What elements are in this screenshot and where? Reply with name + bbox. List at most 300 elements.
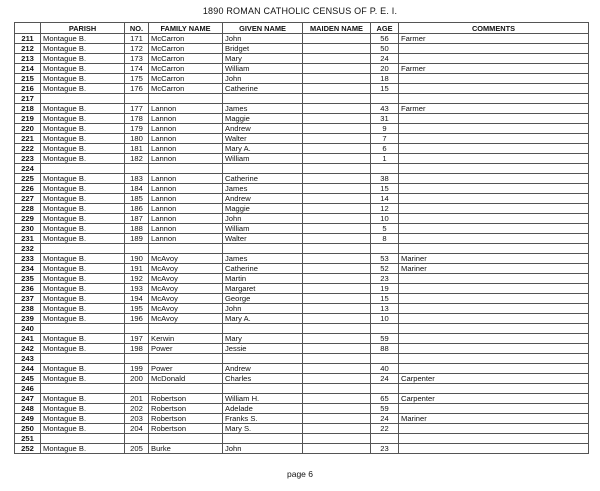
- line-number: 234: [15, 264, 41, 274]
- maiden-name-cell: [303, 294, 371, 304]
- table-row: [15, 154, 589, 164]
- given-name-cell: Maggie: [223, 114, 303, 124]
- comments-cell: [399, 44, 589, 54]
- number-cell: [125, 94, 149, 104]
- parish-cell: Montague B.: [41, 174, 125, 184]
- comments-cell: [399, 284, 589, 294]
- age-cell: 8: [371, 234, 399, 244]
- family-name-cell: Lannon: [149, 124, 223, 134]
- parish-cell: [41, 164, 125, 174]
- parish-cell: Montague B.: [41, 374, 125, 384]
- family-name-cell: Robertson: [149, 424, 223, 434]
- parish-cell: Montague B.: [41, 74, 125, 84]
- maiden-name-cell: [303, 214, 371, 224]
- parish-cell: [41, 324, 125, 334]
- age-cell: 38: [371, 174, 399, 184]
- table-row: [15, 414, 589, 424]
- family-name-cell: Lannon: [149, 154, 223, 164]
- number-cell: 199: [125, 364, 149, 374]
- line-number: 237: [15, 294, 41, 304]
- given-name-cell: Jessie: [223, 344, 303, 354]
- line-number: 230: [15, 224, 41, 234]
- table-row: [15, 124, 589, 134]
- line-number: 236: [15, 284, 41, 294]
- comments-cell: [399, 234, 589, 244]
- column-header-parish: PARISH: [41, 23, 125, 34]
- comments-cell: [399, 74, 589, 84]
- line-number: 211: [15, 34, 41, 44]
- comments-cell: Mariner: [399, 254, 589, 264]
- maiden-name-cell: [303, 314, 371, 324]
- line-number: 221: [15, 134, 41, 144]
- family-name-cell: Lannon: [149, 134, 223, 144]
- number-cell: 201: [125, 394, 149, 404]
- line-number: 245: [15, 374, 41, 384]
- family-name-cell: Lannon: [149, 174, 223, 184]
- number-cell: 177: [125, 104, 149, 114]
- column-header-age: AGE: [371, 23, 399, 34]
- given-name-cell: Walter: [223, 134, 303, 144]
- age-cell: 7: [371, 134, 399, 144]
- table-row: [15, 194, 589, 204]
- given-name-cell: Mary: [223, 334, 303, 344]
- comments-cell: [399, 384, 589, 394]
- maiden-name-cell: [303, 304, 371, 314]
- table-row: [15, 114, 589, 124]
- age-cell: 24: [371, 54, 399, 64]
- age-cell: 10: [371, 214, 399, 224]
- age-cell: 15: [371, 294, 399, 304]
- comments-cell: Farmer: [399, 104, 589, 114]
- age-cell: 15: [371, 84, 399, 94]
- line-number: 220: [15, 124, 41, 134]
- parish-cell: [41, 244, 125, 254]
- given-name-cell: Catherine: [223, 84, 303, 94]
- given-name-cell: James: [223, 104, 303, 114]
- age-cell: 12: [371, 204, 399, 214]
- line-number: 212: [15, 44, 41, 54]
- given-name-cell: Andrew: [223, 194, 303, 204]
- number-cell: 184: [125, 184, 149, 194]
- number-cell: 188: [125, 224, 149, 234]
- comments-cell: Farmer: [399, 34, 589, 44]
- table-row: [15, 364, 589, 374]
- comments-cell: [399, 214, 589, 224]
- comments-cell: [399, 424, 589, 434]
- parish-cell: Montague B.: [41, 104, 125, 114]
- table-row: [15, 44, 589, 54]
- family-name-cell: [149, 244, 223, 254]
- number-cell: 173: [125, 54, 149, 64]
- table-row: [15, 74, 589, 84]
- comments-cell: [399, 184, 589, 194]
- table-row: [15, 84, 589, 94]
- number-cell: 200: [125, 374, 149, 384]
- parish-cell: Montague B.: [41, 144, 125, 154]
- line-number: 225: [15, 174, 41, 184]
- age-cell: 20: [371, 64, 399, 74]
- comments-cell: Carpenter: [399, 394, 589, 404]
- maiden-name-cell: [303, 54, 371, 64]
- table-row: [15, 144, 589, 154]
- age-cell: 9: [371, 124, 399, 134]
- table-row: [15, 224, 589, 234]
- age-cell: 43: [371, 104, 399, 114]
- line-number: 247: [15, 394, 41, 404]
- census-body: [15, 34, 589, 454]
- comments-cell: [399, 324, 589, 334]
- age-cell: 31: [371, 114, 399, 124]
- maiden-name-cell: [303, 234, 371, 244]
- census-table: [14, 22, 589, 454]
- number-cell: 185: [125, 194, 149, 204]
- maiden-name-cell: [303, 74, 371, 84]
- comments-cell: [399, 354, 589, 364]
- parish-cell: Montague B.: [41, 364, 125, 374]
- family-name-cell: [149, 354, 223, 364]
- maiden-name-cell: [303, 94, 371, 104]
- table-row: [15, 214, 589, 224]
- age-cell: 1: [371, 154, 399, 164]
- given-name-cell: Adelade: [223, 404, 303, 414]
- number-cell: 191: [125, 264, 149, 274]
- parish-cell: Montague B.: [41, 34, 125, 44]
- given-name-cell: James: [223, 184, 303, 194]
- number-cell: 194: [125, 294, 149, 304]
- given-name-cell: Andrew: [223, 124, 303, 134]
- given-name-cell: Maggie: [223, 204, 303, 214]
- number-cell: 195: [125, 304, 149, 314]
- line-number: 216: [15, 84, 41, 94]
- parish-cell: Montague B.: [41, 394, 125, 404]
- family-name-cell: McCarron: [149, 64, 223, 74]
- line-number: 246: [15, 384, 41, 394]
- page-title: 1890 ROMAN CATHOLIC CENSUS OF P. E. I.: [202, 6, 398, 16]
- given-name-cell: James: [223, 254, 303, 264]
- maiden-name-cell: [303, 354, 371, 364]
- comments-cell: [399, 314, 589, 324]
- parish-cell: Montague B.: [41, 154, 125, 164]
- family-name-cell: Lannon: [149, 144, 223, 154]
- parish-cell: Montague B.: [41, 274, 125, 284]
- age-cell: 18: [371, 74, 399, 84]
- maiden-name-cell: [303, 114, 371, 124]
- given-name-cell: Martin: [223, 274, 303, 284]
- line-number: 242: [15, 344, 41, 354]
- table-row: [15, 344, 589, 354]
- comments-cell: [399, 404, 589, 414]
- parish-cell: Montague B.: [41, 414, 125, 424]
- age-cell: 56: [371, 34, 399, 44]
- age-cell: [371, 354, 399, 364]
- maiden-name-cell: [303, 264, 371, 274]
- table-row: [15, 104, 589, 114]
- age-cell: [371, 384, 399, 394]
- number-cell: [125, 434, 149, 444]
- parish-cell: Montague B.: [41, 54, 125, 64]
- parish-cell: Montague B.: [41, 184, 125, 194]
- line-number: 238: [15, 304, 41, 314]
- given-name-cell: [223, 94, 303, 104]
- family-name-cell: McAvoy: [149, 274, 223, 284]
- maiden-name-cell: [303, 334, 371, 344]
- table-row: [15, 164, 589, 174]
- family-name-cell: Lannon: [149, 114, 223, 124]
- comments-cell: [399, 144, 589, 154]
- comments-cell: [399, 304, 589, 314]
- parish-cell: Montague B.: [41, 234, 125, 244]
- given-name-cell: Walter: [223, 234, 303, 244]
- given-name-cell: Mary A.: [223, 144, 303, 154]
- number-cell: [125, 164, 149, 174]
- age-cell: 14: [371, 194, 399, 204]
- table-row: [15, 354, 589, 364]
- comments-cell: [399, 334, 589, 344]
- parish-cell: [41, 354, 125, 364]
- line-number: 218: [15, 104, 41, 114]
- given-name-cell: John: [223, 214, 303, 224]
- table-row: [15, 94, 589, 104]
- number-cell: 178: [125, 114, 149, 124]
- family-name-cell: [149, 94, 223, 104]
- age-cell: [371, 244, 399, 254]
- line-number: 219: [15, 114, 41, 124]
- maiden-name-cell: [303, 284, 371, 294]
- age-cell: 19: [371, 284, 399, 294]
- comments-cell: [399, 194, 589, 204]
- given-name-cell: [223, 244, 303, 254]
- table-row: [15, 264, 589, 274]
- comments-cell: [399, 364, 589, 374]
- column-header-family-name: FAMILY NAME: [149, 23, 223, 34]
- age-cell: 15: [371, 184, 399, 194]
- age-cell: [371, 164, 399, 174]
- number-cell: 189: [125, 234, 149, 244]
- age-cell: [371, 94, 399, 104]
- family-name-cell: [149, 434, 223, 444]
- comments-cell: [399, 294, 589, 304]
- line-number: 244: [15, 364, 41, 374]
- number-cell: 174: [125, 64, 149, 74]
- family-name-cell: McAvoy: [149, 284, 223, 294]
- maiden-name-cell: [303, 394, 371, 404]
- line-number: 239: [15, 314, 41, 324]
- number-cell: 193: [125, 284, 149, 294]
- table-row: [15, 324, 589, 334]
- age-cell: [371, 434, 399, 444]
- number-cell: 190: [125, 254, 149, 264]
- given-name-cell: [223, 434, 303, 444]
- family-name-cell: McAvoy: [149, 294, 223, 304]
- line-number: 233: [15, 254, 41, 264]
- given-name-cell: John: [223, 34, 303, 44]
- maiden-name-cell: [303, 84, 371, 94]
- page-number: page 6: [287, 469, 313, 479]
- maiden-name-cell: [303, 384, 371, 394]
- parish-cell: Montague B.: [41, 304, 125, 314]
- column-header-line: [15, 23, 41, 34]
- number-cell: [125, 354, 149, 364]
- number-cell: 171: [125, 34, 149, 44]
- family-name-cell: Lannon: [149, 184, 223, 194]
- family-name-cell: Robertson: [149, 394, 223, 404]
- maiden-name-cell: [303, 424, 371, 434]
- table-row: [15, 304, 589, 314]
- maiden-name-cell: [303, 64, 371, 74]
- family-name-cell: Lannon: [149, 214, 223, 224]
- line-number: 217: [15, 94, 41, 104]
- family-name-cell: [149, 324, 223, 334]
- line-number: 243: [15, 354, 41, 364]
- parish-cell: Montague B.: [41, 314, 125, 324]
- family-name-cell: McAvoy: [149, 314, 223, 324]
- given-name-cell: William H.: [223, 394, 303, 404]
- comments-cell: [399, 344, 589, 354]
- age-cell: 10: [371, 314, 399, 324]
- parish-cell: [41, 434, 125, 444]
- number-cell: 203: [125, 414, 149, 424]
- table-row: [15, 314, 589, 324]
- parish-cell: Montague B.: [41, 444, 125, 454]
- given-name-cell: [223, 324, 303, 334]
- age-cell: 13: [371, 304, 399, 314]
- family-name-cell: Lannon: [149, 234, 223, 244]
- table-row: [15, 424, 589, 434]
- given-name-cell: Mary S.: [223, 424, 303, 434]
- comments-cell: [399, 94, 589, 104]
- parish-cell: Montague B.: [41, 344, 125, 354]
- number-cell: 183: [125, 174, 149, 184]
- family-name-cell: [149, 164, 223, 174]
- age-cell: 23: [371, 444, 399, 454]
- family-name-cell: Lannon: [149, 224, 223, 234]
- parish-cell: Montague B.: [41, 114, 125, 124]
- maiden-name-cell: [303, 184, 371, 194]
- number-cell: 197: [125, 334, 149, 344]
- number-cell: 196: [125, 314, 149, 324]
- given-name-cell: [223, 354, 303, 364]
- parish-cell: Montague B.: [41, 64, 125, 74]
- line-number: 227: [15, 194, 41, 204]
- maiden-name-cell: [303, 44, 371, 54]
- age-cell: 24: [371, 414, 399, 424]
- table-row: [15, 394, 589, 404]
- family-name-cell: Lannon: [149, 194, 223, 204]
- given-name-cell: John: [223, 304, 303, 314]
- line-number: 235: [15, 274, 41, 284]
- line-number: 241: [15, 334, 41, 344]
- maiden-name-cell: [303, 244, 371, 254]
- given-name-cell: George: [223, 294, 303, 304]
- column-header-maiden-name: MAIDEN NAME: [303, 23, 371, 34]
- maiden-name-cell: [303, 204, 371, 214]
- family-name-cell: Lannon: [149, 104, 223, 114]
- comments-cell: [399, 124, 589, 134]
- table-row: [15, 284, 589, 294]
- line-number: 232: [15, 244, 41, 254]
- parish-cell: Montague B.: [41, 224, 125, 234]
- maiden-name-cell: [303, 194, 371, 204]
- parish-cell: Montague B.: [41, 254, 125, 264]
- table-row: [15, 34, 589, 44]
- given-name-cell: Charles: [223, 374, 303, 384]
- given-name-cell: Andrew: [223, 364, 303, 374]
- parish-cell: [41, 94, 125, 104]
- line-number: 249: [15, 414, 41, 424]
- maiden-name-cell: [303, 174, 371, 184]
- given-name-cell: [223, 164, 303, 174]
- parish-cell: Montague B.: [41, 44, 125, 54]
- line-number: 214: [15, 64, 41, 74]
- line-number: 228: [15, 204, 41, 214]
- family-name-cell: McCarron: [149, 44, 223, 54]
- line-number: 215: [15, 74, 41, 84]
- given-name-cell: William: [223, 154, 303, 164]
- parish-cell: Montague B.: [41, 334, 125, 344]
- age-cell: 22: [371, 424, 399, 434]
- comments-cell: [399, 174, 589, 184]
- family-name-cell: Robertson: [149, 414, 223, 424]
- number-cell: [125, 384, 149, 394]
- family-name-cell: McAvoy: [149, 254, 223, 264]
- table-row: [15, 374, 589, 384]
- line-number: 240: [15, 324, 41, 334]
- family-name-cell: McAvoy: [149, 264, 223, 274]
- parish-cell: Montague B.: [41, 264, 125, 274]
- comments-cell: [399, 434, 589, 444]
- family-name-cell: McCarron: [149, 84, 223, 94]
- maiden-name-cell: [303, 124, 371, 134]
- given-name-cell: John: [223, 74, 303, 84]
- table-row: [15, 234, 589, 244]
- parish-cell: Montague B.: [41, 284, 125, 294]
- family-name-cell: Lannon: [149, 204, 223, 214]
- given-name-cell: Franks S.: [223, 414, 303, 424]
- age-cell: 24: [371, 374, 399, 384]
- given-name-cell: Catherine: [223, 264, 303, 274]
- maiden-name-cell: [303, 34, 371, 44]
- table-row: [15, 444, 589, 454]
- maiden-name-cell: [303, 144, 371, 154]
- comments-cell: Mariner: [399, 414, 589, 424]
- table-row: [15, 254, 589, 264]
- number-cell: 186: [125, 204, 149, 214]
- number-cell: 179: [125, 124, 149, 134]
- line-number: 222: [15, 144, 41, 154]
- maiden-name-cell: [303, 254, 371, 264]
- table-row: [15, 184, 589, 194]
- family-name-cell: McAvoy: [149, 304, 223, 314]
- family-name-cell: Robertson: [149, 404, 223, 414]
- number-cell: 187: [125, 214, 149, 224]
- comments-cell: [399, 224, 589, 234]
- parish-cell: Montague B.: [41, 204, 125, 214]
- given-name-cell: [223, 384, 303, 394]
- number-cell: 204: [125, 424, 149, 434]
- comments-cell: [399, 134, 589, 144]
- number-cell: 205: [125, 444, 149, 454]
- number-cell: 182: [125, 154, 149, 164]
- family-name-cell: [149, 384, 223, 394]
- age-cell: 59: [371, 334, 399, 344]
- header-row: [15, 23, 589, 34]
- line-number: 252: [15, 444, 41, 454]
- table-row: [15, 204, 589, 214]
- table-row: [15, 384, 589, 394]
- number-cell: 192: [125, 274, 149, 284]
- number-cell: 181: [125, 144, 149, 154]
- comments-cell: [399, 204, 589, 214]
